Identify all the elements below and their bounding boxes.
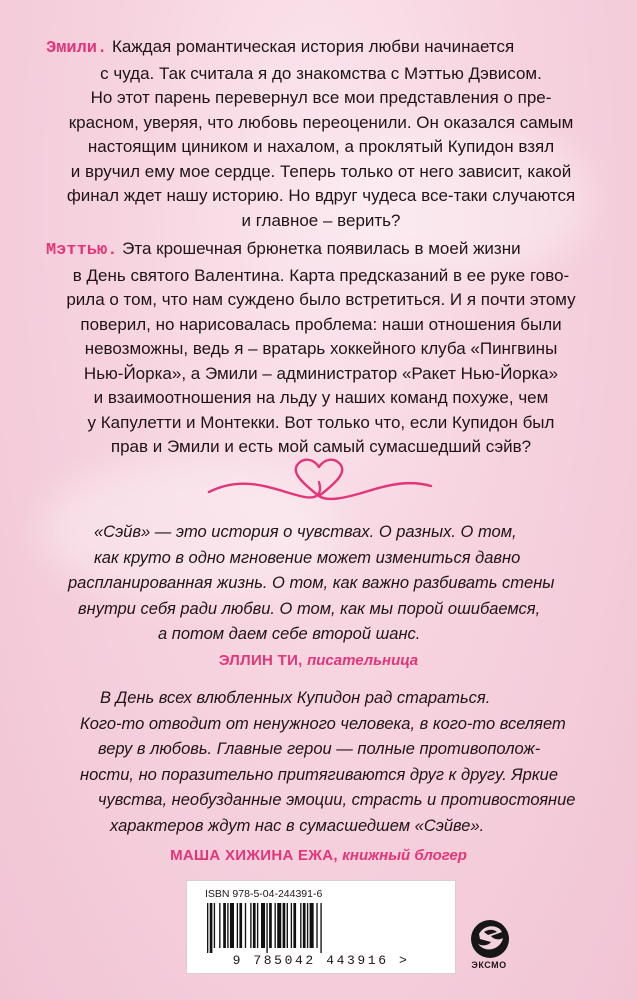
blurb-emily (40, 35, 602, 233)
barcode-bar (253, 903, 256, 948)
review-author (0, 847, 637, 864)
review-masha (80, 686, 610, 839)
isbn-text: ISBN 978-5-04-244391-6 (205, 888, 323, 900)
barcode-bar (214, 903, 215, 948)
blurb-line: Нью-Йорка», а Эмили – администратор «Ракет Нью-Йорка» (83, 363, 559, 383)
blurb-line (40, 237, 602, 264)
author-role: книжный блогер (342, 847, 467, 864)
barcode-bar (283, 903, 286, 948)
barcode-bar (277, 903, 281, 948)
review-line: Кого-то отводит от ненужного человека, в кого-то вселяет (80, 714, 566, 733)
review-line: В День всех влюбленных Купидон рад стараться. (100, 689, 491, 707)
blurb-text: Эта крошечная брюнетка появилась в моей жизни (122, 239, 521, 258)
review-line: распланированная жизнь. О том, как важно разбивать стены (68, 574, 555, 592)
barcode-bar (291, 903, 292, 948)
barcode-bar (287, 903, 288, 948)
barcode-bar (219, 903, 220, 948)
blurb-line: у Капулетти и Монтекки. Вот только что, если Купидон был (87, 412, 555, 432)
barcode-bar (237, 903, 238, 948)
barcode (186, 880, 456, 974)
author-name: МАША ХИЖИНА ЕЖА, (170, 847, 338, 864)
blurb-text: Каждая романтическая история любви начинается (111, 37, 515, 56)
blurb-line: красном, уверяя, что любовь переоценили. Он оказался самым (68, 112, 574, 132)
blurb-line: невозможны, ведь я – вратарь хоккейного клуба «Пингвины (84, 339, 558, 358)
barcode-bar (275, 903, 276, 948)
review-line: внутри себя ради любви. О том, как мы порой ошибаемся, (78, 599, 541, 618)
barcode-bar (227, 903, 228, 948)
barcode-bar (210, 903, 213, 953)
blurb-line: и главное – верить? (241, 210, 401, 230)
blurb-line: рила о том, что нам суждено было встретиться. И я почти этому (66, 290, 576, 309)
blurb-matthew (40, 237, 602, 460)
author-role: писательница (307, 652, 419, 669)
barcode-bar (300, 903, 301, 948)
barcode-bar (207, 903, 208, 953)
review-line: веру в любовь. Главные герои — полные противополож- (98, 740, 541, 758)
review-line: чувства, необузданные эмоции, страсть и противостояние (98, 791, 576, 809)
barcode-bar (310, 903, 314, 948)
blurb-line: и вручил ему мое сердце. Теперь только от него зависит, какой (70, 161, 572, 181)
barcode-bars (207, 903, 435, 953)
barcode-bar (307, 903, 308, 948)
character-name-matthew: Мэттью. (46, 241, 118, 260)
review-author (0, 652, 637, 669)
review-line: а потом даем себе второй шанс. (158, 625, 421, 643)
barcode-bar (245, 903, 246, 948)
publisher-name: ЭКСМО (471, 960, 507, 970)
barcode-bar (293, 903, 296, 948)
review-line: ности, но поразительно притягиваются друг к другу. Яркие (80, 765, 559, 784)
barcode-bar (303, 903, 306, 948)
blurb-line: с чуда. Так считала я до знакомства с Мэттью Дэвисом. (100, 63, 542, 83)
barcode-bar (223, 903, 226, 948)
barcode-bar (239, 903, 242, 948)
barcode-bar (230, 903, 234, 948)
barcode-bar (250, 903, 251, 948)
barcode-bar (257, 903, 258, 948)
barcode-bar (320, 903, 321, 953)
review-line: «Сэйв» — это история о чувствах. О разных. О том, (94, 523, 517, 541)
author-name: ЭЛЛИН ТИ, (218, 652, 303, 669)
character-name-emily: Эмили. (46, 39, 108, 58)
blurb-line: поверил, но нарисовалась проблема: наши отношения были (80, 314, 562, 334)
blurb-line: Но этот парень перевернул все мои представления о пре- (90, 88, 552, 107)
barcode-bar (269, 903, 272, 948)
review-line: как круто в одно мгновение может измениться давно (94, 548, 521, 567)
blurb-line: настоящим циником и нахалом, а проклятый Купидон взял (87, 137, 555, 156)
barcode-digits: 9 785042 443916 > (232, 953, 410, 968)
heart-line-icon (205, 452, 435, 512)
blurb-line: прав и Эмили и есть мой самый сумасшедший сэйв? (110, 437, 532, 456)
blurb-line: в День святого Валентина. Карта предсказаний в ее руке гово- (72, 265, 570, 285)
barcode-bar (261, 903, 265, 948)
barcode-bar (266, 903, 267, 953)
review-line: характеров ждут нас в сумасшедшем «Сэйве». (110, 816, 485, 835)
review-ellin-ti (68, 520, 608, 648)
blurb-line: и взаимоотношения на льду у наших команд похуже, чем (93, 388, 549, 407)
eksmo-logo-icon (466, 918, 514, 960)
barcode-bar (316, 903, 317, 948)
blurb-line (40, 35, 602, 62)
blurb-line: финал ждет нашу историю. Но вдруг чудеса все-таки случаются (66, 186, 576, 205)
